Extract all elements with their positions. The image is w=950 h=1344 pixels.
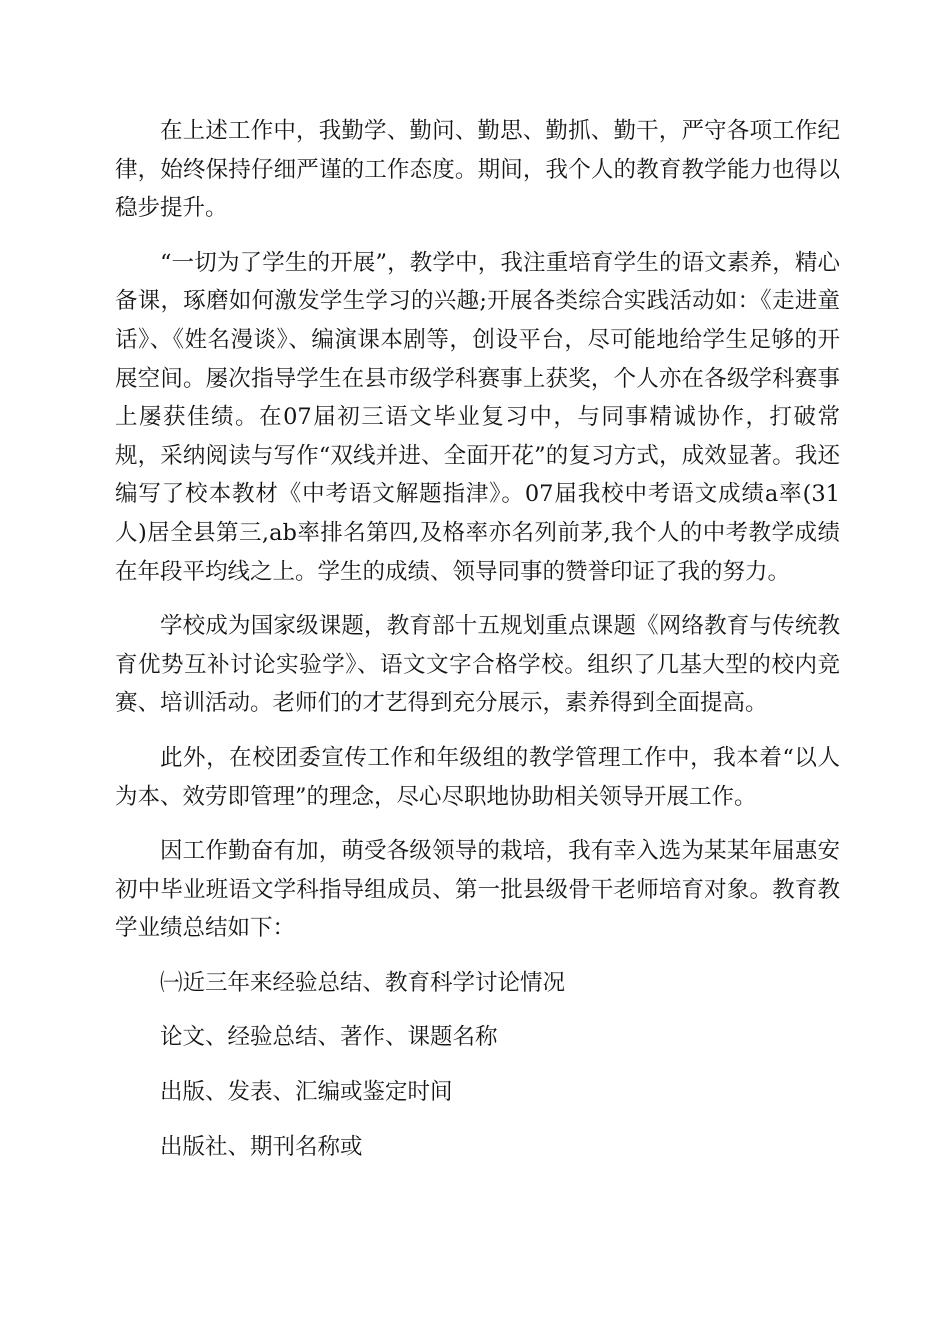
list-line-paper-titles: 论文、经验总结、著作、课题名称 [160,1024,498,1051]
paragraph-work-attitude: 在上述工作中，我勤学、勤问、勤思、勤抓、勤干，严守各项工作纪律，始终保持仔细严谨的工作态度。期间，我个人的教育教学能力也得以稳步提升。 [115,118,840,222]
document-body [115,112,840,1182]
paragraph-teaching-achievements: “一切为了学生的开展”，教学中，我注重培育学生的语文素养，精心备课，琢磨如何激发学生学习的兴趣;开展各类综合实践活动如：《走进童话》、《姓名漫谈》、编演课本剧等，创设平台，尽可能地给学生足够的开展空间。屡次指导学生在县市级学科赛事上获奖，个人亦在各级学科赛事上屡获佳绩。在07届初三语文毕业复习中，与同事精诚协作，打破常规，采纳阅读与写作“双线并进、全面开花”的复习方式，成效显著。我还编写了校本教材《中考语文解题指津》。07届我校中考语文成绩a率(31人)居全县第三,ab率排名第四,及格率亦名列前茅,我个人的中考教学成绩在年段平均线之上。学生的成绩、领导同事的赞誉印证了我的努力。 [115,249,840,585]
paragraph-selection-summary: 因工作勤奋有加，萌受各级领导的栽培，我有幸入选为某某年届惠安初中毕业班语文学科指导组成员、第一批县级骨干老师培育对象。教育教学业绩总结如下： [115,838,840,942]
list-line-publish-time: 出版、发表、汇编或鉴定时间 [160,1079,453,1106]
paragraph-management-work: 此外，在校团委宣传工作和年级组的教学管理工作中，我本着“以人为本、效劳即管理”的理念，尽心尽职地协助相关领导开展工作。 [115,744,840,810]
list-line-publisher: 出版社、期刊名称或 [160,1133,363,1160]
paragraph-school-projects: 学校成为国家级课题，教育部十五规划重点课题《网络教育与传统教育优势互补讨论实验学》、语文文字合格学校。组织了几基大型的校内竞赛、培训活动。老师们的才艺得到充分展示，素养得到全面提高。 [115,613,840,717]
section-heading-research: ㈠近三年来经验总结、教育科学讨论情况 [160,969,566,996]
